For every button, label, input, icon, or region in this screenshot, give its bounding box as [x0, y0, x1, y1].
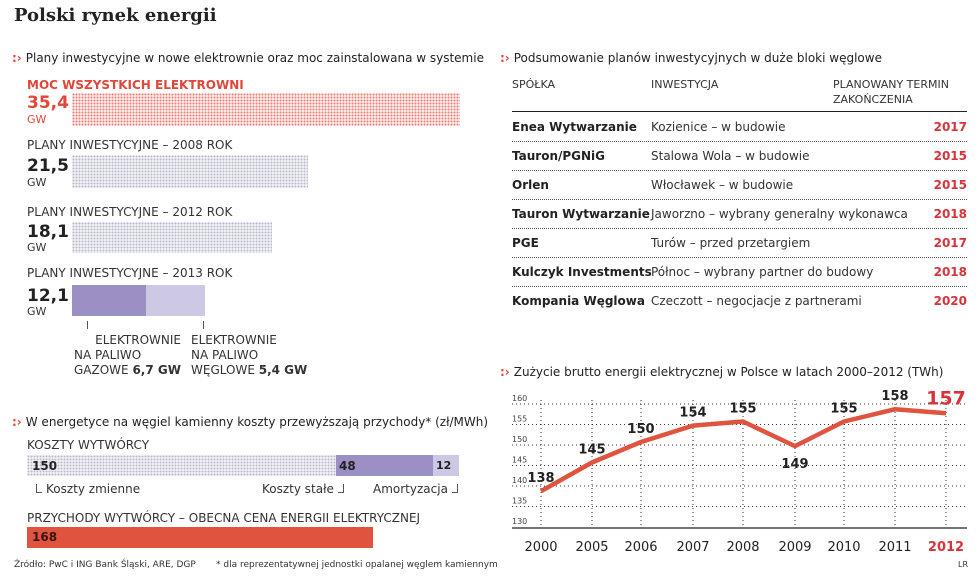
- y-tick-label: 145: [512, 455, 528, 465]
- cell-year: 2015: [933, 149, 967, 163]
- amortization-value: 12: [436, 459, 452, 472]
- data-label: 157: [926, 387, 966, 410]
- x-tick-label: 2010: [827, 540, 861, 555]
- cell-company: Enea Wytwarzanie: [512, 120, 637, 134]
- cell-company: Orlen: [512, 178, 549, 192]
- data-label: 149: [781, 457, 809, 473]
- inv-label-2: PLANY INWESTYCYJNE – 2012 ROK: [27, 205, 233, 219]
- x-tick-label: 2006: [624, 540, 658, 555]
- inv-label-3: PLANY INWESTYCYJNE – 2013 ROK: [27, 266, 233, 280]
- coal-value: 5,4 GW: [258, 363, 308, 377]
- gas-value: 6,7 GW: [132, 363, 181, 377]
- variable-value: 150: [32, 459, 58, 473]
- marker-icon: :›: [500, 51, 510, 65]
- col-deadline-2: ZAKOŃCZENIA: [833, 93, 913, 106]
- source-note: Źródło: PwC i ING Bank Śląski, ARE, DGP: [14, 560, 196, 570]
- inv-unit-0: GW: [27, 113, 47, 126]
- col-investment: INWESTYCJA: [651, 78, 719, 91]
- cost-label: KOSZTY WYTWÓRCY: [27, 438, 150, 452]
- marker-icon: :›: [500, 365, 510, 379]
- footnote: * dla reprezentatywnej jednostki opalanej węglem kamiennym: [216, 560, 498, 570]
- cell-company: PGE: [512, 236, 539, 250]
- variable-label-text: Koszty zmienne: [46, 482, 141, 496]
- y-tick-label: 140: [512, 476, 528, 485]
- cell-investment: Turów – przed przetargiem: [651, 236, 811, 250]
- cell-company: Tauron/PGNiG: [512, 149, 606, 163]
- amortization-label-text: Amortyzacja: [373, 482, 448, 496]
- coal-l2: NA PALIWO: [191, 348, 259, 362]
- gas-l3: GAZOWE: [74, 363, 129, 377]
- page-title: Polski rynek energii: [14, 5, 217, 26]
- col-deadline-1: PLANOWANY TERMIN: [833, 78, 949, 91]
- cell-year: 2020: [933, 294, 967, 308]
- cell-investment: Północ – wybrany partner do budowy: [651, 265, 874, 279]
- marker-icon: :›: [12, 51, 22, 65]
- author: LR: [958, 560, 969, 569]
- x-tick-label: 2011: [878, 540, 912, 555]
- gas-l1: ELEKTROWNIE: [95, 333, 181, 347]
- x-tick-label: 2000: [524, 540, 558, 555]
- x-tick-label: 2005: [575, 540, 609, 555]
- data-label: 158: [881, 389, 909, 405]
- cell-company: Tauron Wytwarzanie: [512, 207, 650, 221]
- data-label: 154: [679, 405, 707, 421]
- inv-unit-1: GW: [27, 176, 47, 189]
- cell-year: 2017: [933, 236, 967, 250]
- inv-value-1: 21,5: [27, 156, 69, 176]
- inv-value-3: 12,1: [27, 286, 69, 306]
- revenue-label: PRZYCHODY WYTWÓRCY – OBECNA CENA ENERGII ELEKTRYCZNEJ: [27, 511, 421, 525]
- fixed-label-text: Koszty stałe: [262, 482, 334, 496]
- inv-label-0: MOC WSZYSTKICH ELEKTROWNI: [27, 78, 244, 92]
- y-tick-label: 160: [512, 394, 528, 403]
- inv-value-0: 35,4: [27, 93, 69, 113]
- inv-label-1: PLANY INWESTYCYJNE – 2008 ROK: [27, 138, 233, 152]
- cell-year: 2018: [933, 265, 967, 279]
- inv-unit-3: GW: [27, 305, 47, 318]
- x-tick-label: 2009: [778, 540, 812, 555]
- revenue-value: 168: [32, 530, 58, 544]
- investment-heading-text: Plany inwestycyjne w nowe elektrownie oraz moc zainstalowana w systemie: [25, 51, 484, 65]
- gas-l2: NA PALIWO: [74, 348, 142, 362]
- y-tick-label: 135: [512, 496, 528, 506]
- cell-investment: Kozienice – w budowie: [651, 120, 786, 134]
- cell-company: Kompania Węglowa: [512, 294, 645, 308]
- marker-icon: :›: [12, 415, 22, 429]
- data-label: 150: [627, 422, 655, 437]
- inv-value-2: 18,1: [27, 222, 69, 242]
- chart-title: Zużycie brutto energii elektrycznej w Polsce w latach 2000–2012 (TWh): [513, 365, 944, 379]
- cell-investment: Czeczott – negocjacje z partnerami: [651, 294, 862, 308]
- inv-unit-2: GW: [27, 241, 47, 254]
- cell-investment: Włocławek – w budowie: [651, 178, 794, 192]
- x-tick-label: 2012: [927, 540, 965, 555]
- cell-year: 2015: [933, 178, 967, 192]
- coal-l1: ELEKTROWNIE: [191, 333, 277, 347]
- cell-year: 2018: [933, 207, 967, 221]
- data-label: 155: [729, 401, 757, 417]
- y-tick-label: 150: [512, 435, 528, 444]
- costs-heading-text: W energetyce na węgiel kamienny koszty przewyższają przychody* (zł/MWh): [25, 415, 489, 429]
- coal-l3: WĘGLOWE: [191, 363, 255, 377]
- cell-investment: Jaworzno – wybrany generalny wykonawca: [651, 207, 908, 221]
- fixed-value: 48: [339, 459, 356, 473]
- y-tick-label: 130: [512, 517, 528, 526]
- x-tick-label: 2008: [726, 540, 760, 555]
- col-company: SPÓŁKA: [512, 78, 556, 91]
- table-heading-text: Podsumowanie planów inwestycyjnych w duże bloki węglowe: [513, 51, 882, 65]
- cell-year: 2017: [933, 120, 967, 134]
- cell-company: Kulczyk Investments: [512, 265, 652, 279]
- data-label: 155: [830, 401, 858, 417]
- y-tick-label: 155: [512, 414, 528, 424]
- data-label: 145: [578, 442, 606, 458]
- data-label: 138: [527, 471, 555, 487]
- x-tick-label: 2007: [676, 540, 710, 555]
- cell-investment: Stalowa Wola – w budowie: [651, 149, 810, 163]
